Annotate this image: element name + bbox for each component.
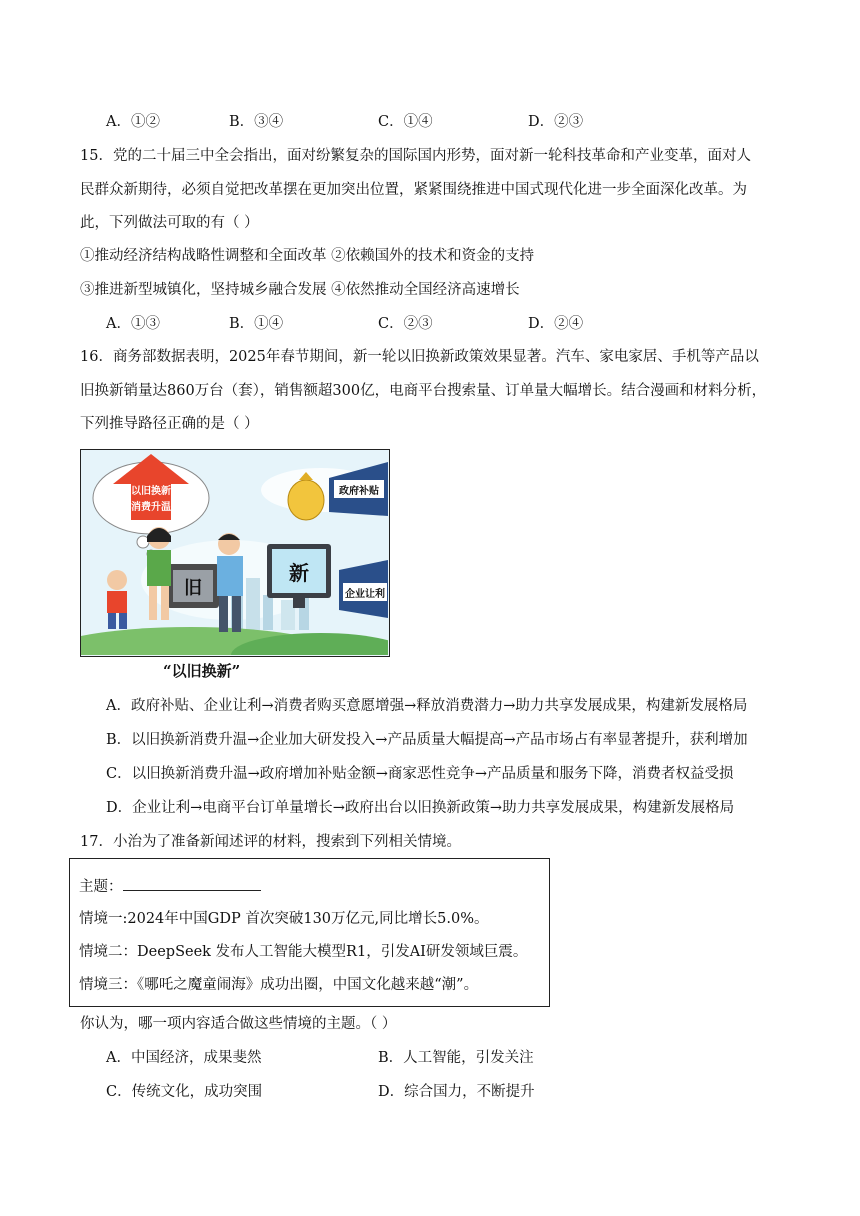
bubble-text-line2: 消费升温 — [131, 502, 171, 513]
comic-caption: “以旧换新” — [163, 662, 241, 680]
old-tv-label: 旧 — [184, 578, 202, 599]
label-enterprise-discount: 企业让利 — [345, 589, 385, 600]
q15-stem-line1: 15．党的二十届三中全会指出，面对纷繁复杂的国际国内形势，面对新一轮科技革命和产业变革，面对人 — [80, 148, 751, 164]
q17-option-b: B．人工智能，引发关注 — [378, 1050, 534, 1066]
label-government-subsidy: 政府补贴 — [339, 486, 379, 497]
q14-option-b: B．③④ — [229, 114, 284, 130]
q16-option-d: D．企业让利→电商平台订单量增长→政府出台以旧换新政策→助力共享发展成果，构建新发展格局 — [106, 800, 735, 816]
q17-stem: 17．小治为了准备新闻述评的材料，搜索到下列相关情境。 — [80, 834, 461, 850]
q16-stem-line3: 下列推导路径正确的是（ ） — [80, 416, 259, 432]
comic-illustration — [81, 450, 388, 655]
q14-option-a: A．①② — [106, 114, 160, 130]
bubble-text-line1: “以旧换新” — [124, 486, 178, 497]
q15-option-d: D．②④ — [528, 316, 584, 332]
q17-question: 你认为，哪一项内容适合做这些情境的主题。（ ） — [80, 1016, 397, 1032]
q17-option-c: C．传统文化，成功突围 — [106, 1084, 263, 1100]
q17-theme-row — [79, 876, 261, 897]
q17-theme-blank — [123, 876, 261, 891]
q15-items-line2: ③推进新型城镇化，坚持城乡融合发展 ④依然推动全国经济高速增长 — [80, 282, 520, 298]
q17-scenario-1: 情境一:2024年中国GDP 首次突破130万亿元,同比增长5.0%。 — [79, 911, 489, 927]
q16-stem-line2: 旧换新销量达860万台（套），销售额超300亿，电商平台搜索量、订单量大幅增长。结合漫画和材料分析， — [80, 383, 767, 399]
q15-option-b: B．①④ — [229, 316, 284, 332]
q15-stem-line3: 此，下列做法可取的有（ ） — [80, 215, 259, 231]
trade-in-comic — [80, 449, 390, 657]
q17-option-d: D．综合国力，不断提升 — [378, 1084, 535, 1100]
q15-stem-line2: 民群众新期待，必须自觉把改革摆在更加突出位置，紧紧围绕推进中国式现代化进一步全面深化改革。为 — [80, 182, 747, 198]
q16-option-a: A．政府补贴、企业让利→消费者购买意愿增强→释放消费潜力→助力共享发展成果，构建新发展格局 — [106, 698, 748, 714]
q16-stem-line1: 16．商务部数据表明，2025年春节期间，新一轮以旧换新政策效果显著。汽车、家电家居、手机等产品以 — [80, 349, 759, 365]
q14-option-d: D．②③ — [528, 114, 584, 130]
q16-option-c: C．以旧换新消费升温→政府增加补贴金额→商家恶性竞争→产品质量和服务下降，消费者权益受损 — [106, 766, 734, 782]
q17-option-a: A．中国经济，成果斐然 — [106, 1050, 262, 1066]
q15-option-a: A．①③ — [106, 316, 160, 332]
q16-option-b: B．以旧换新消费升温→企业加大研发投入→产品质量大幅提高→产品市场占有率显著提升，获利增加 — [106, 732, 748, 748]
q17-scenario-2: 情境二：DeepSeek 发布人工智能大模型R1，引发AI研发领域巨震。 — [79, 944, 528, 960]
q15-option-c: C．②③ — [378, 316, 433, 332]
q14-option-c: C．①④ — [378, 114, 433, 130]
new-tv-label: 新 — [289, 561, 309, 585]
q15-items-line1: ①推动经济结构战略性调整和全面改革 ②依赖国外的技术和资金的支持 — [80, 248, 535, 264]
q17-theme-label: 主题： — [79, 879, 123, 895]
q17-scenario-box — [69, 858, 550, 1007]
q17-scenario-3: 情境三：《哪吒之魔童闹海》成功出圈，中国文化越来越“潮”。 — [79, 977, 479, 993]
